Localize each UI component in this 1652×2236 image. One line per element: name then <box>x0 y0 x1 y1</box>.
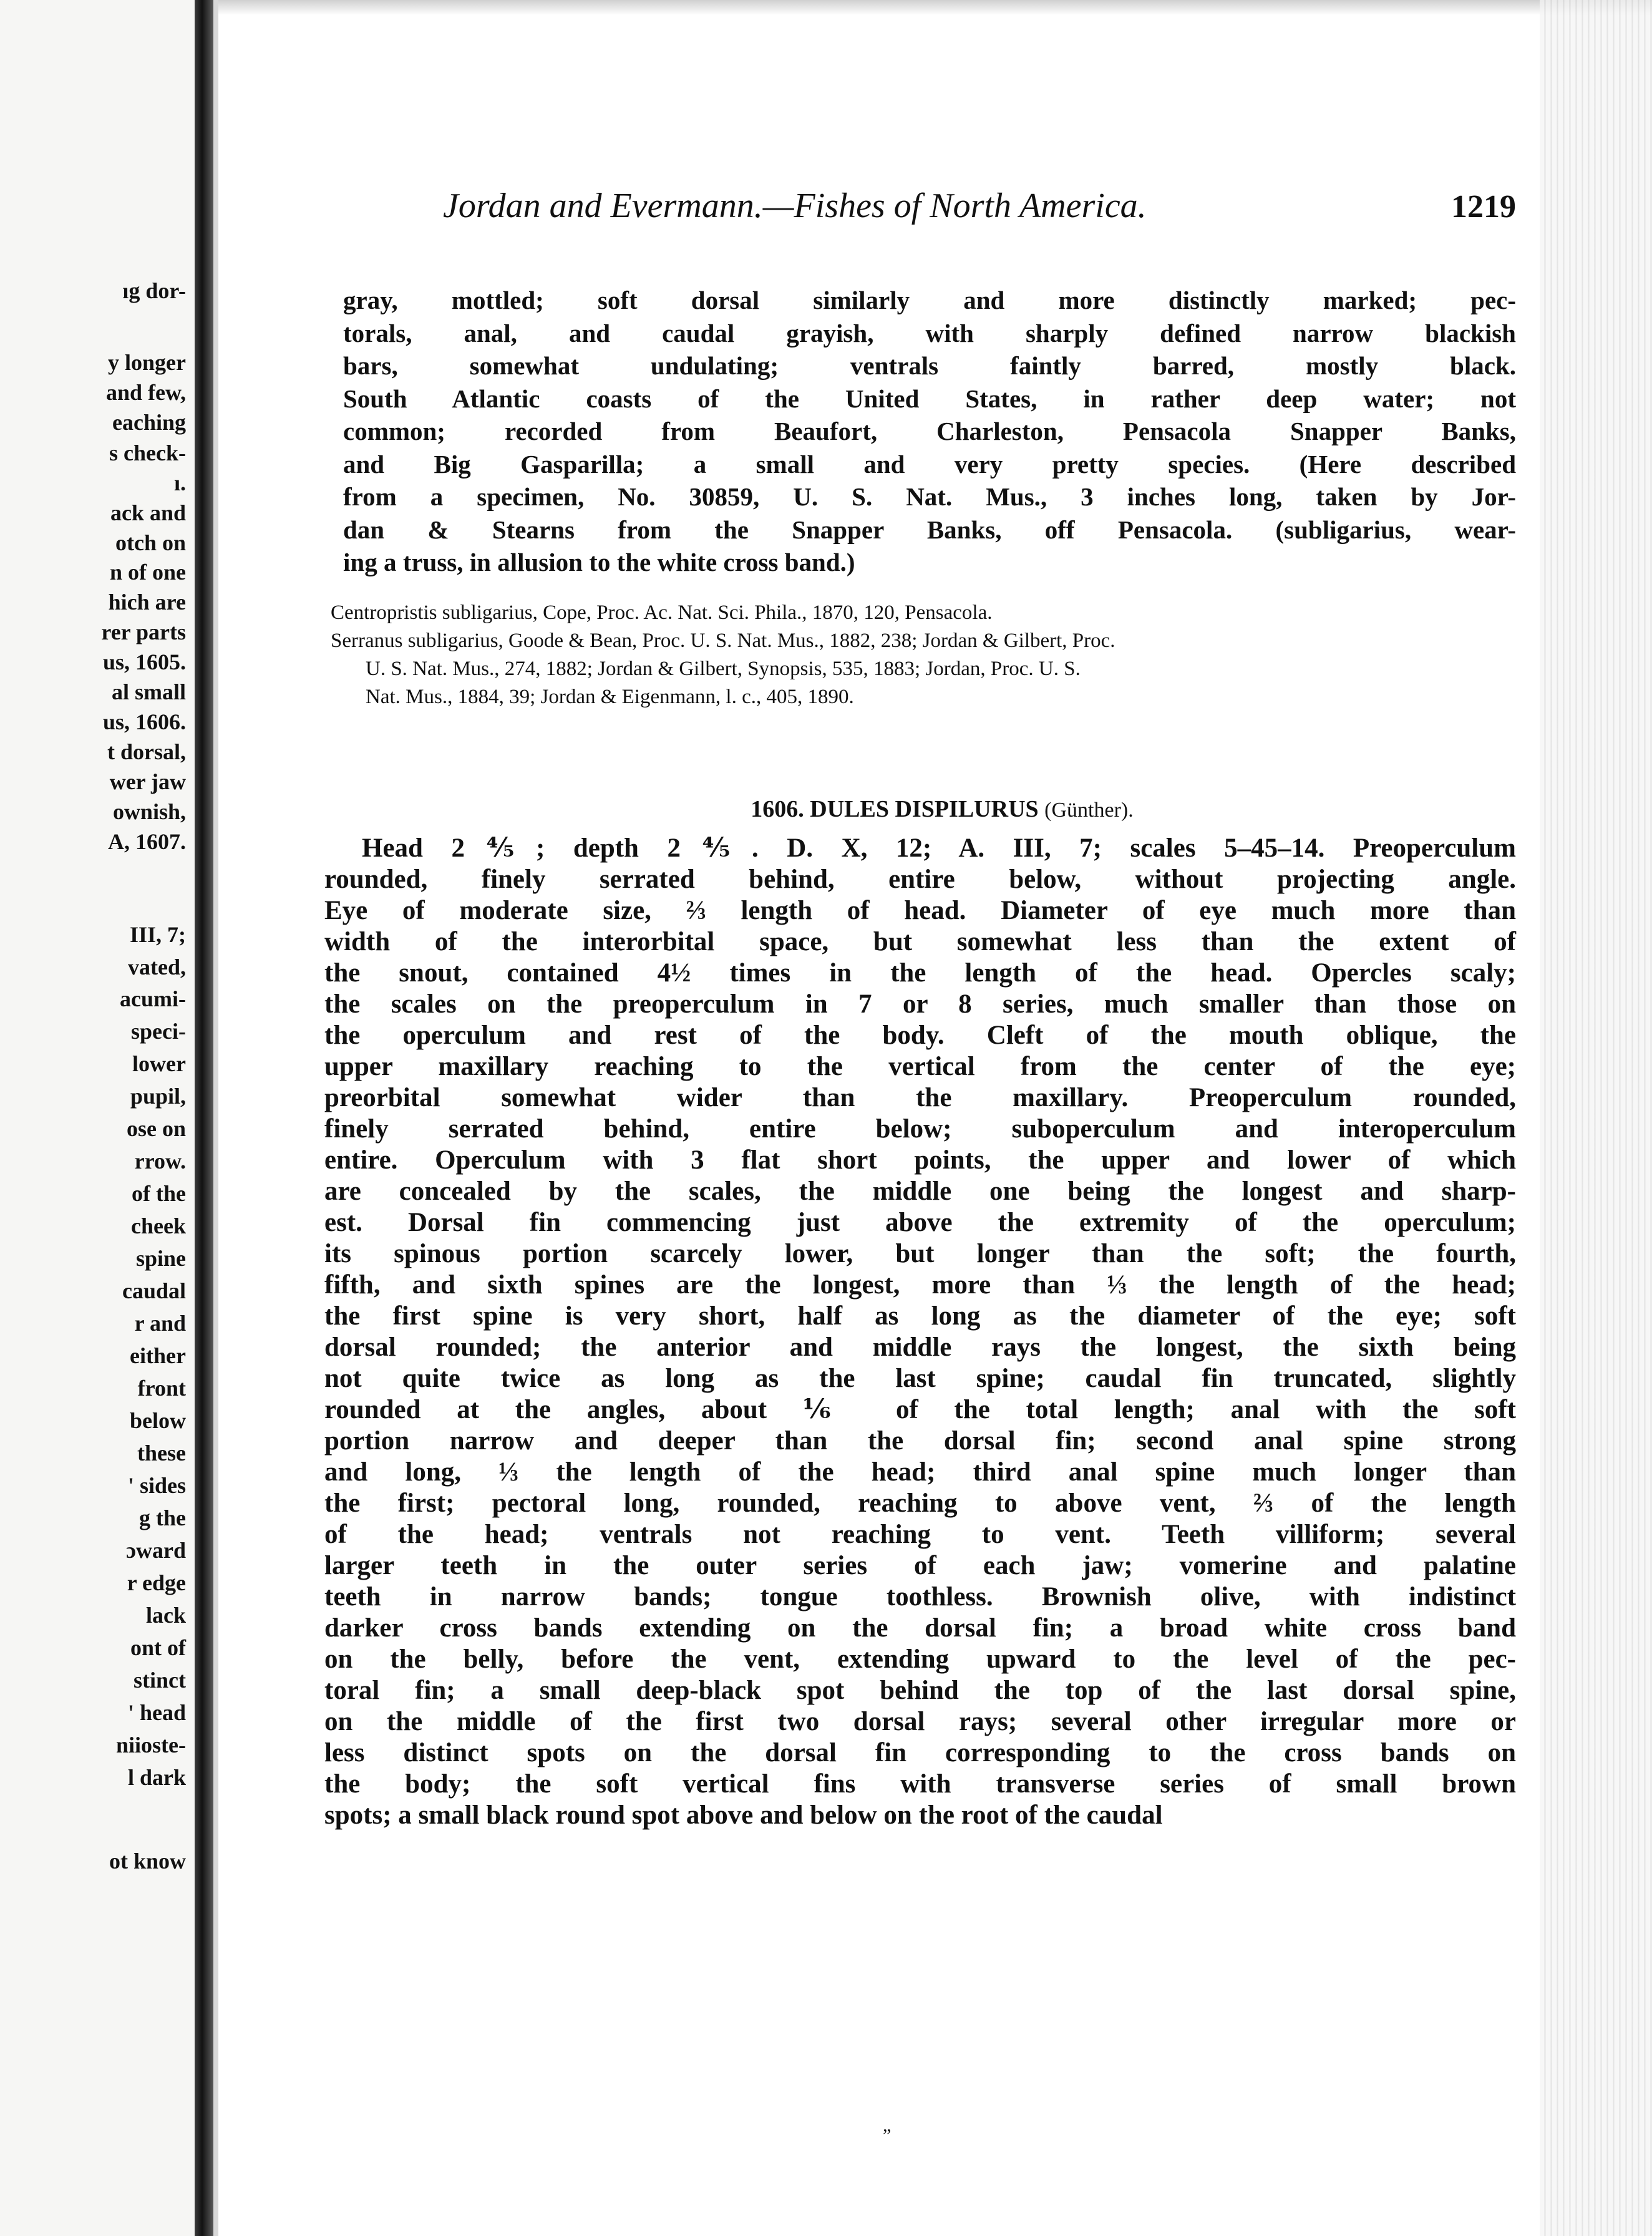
previous-page-line: l dark <box>127 1765 186 1790</box>
previous-page-line: y longer <box>108 350 186 375</box>
text-line: Head 2⅘; depth 2⅘. D. X, 12; A. III, 7; scales 5–45–14. Preoperculum <box>362 834 1516 863</box>
text-line: portion narrow and deeper than the dorsal fin; second anal spine strong <box>324 1426 1516 1456</box>
text-line: of the head; ventrals not reaching to vent. Teeth villiform; several <box>324 1520 1516 1549</box>
text-line: teeth in narrow bands; tongue toothless. Brownish olive, with indistinct <box>324 1582 1516 1611</box>
previous-page-line: otch on <box>115 530 186 555</box>
synonymy-references <box>331 599 1516 711</box>
text-line: its spinous portion scarcely lower, but longer than the soft; the fourth, <box>324 1239 1516 1268</box>
text-line: torals, anal, and caudal grayish, with sharply defined narrow blackish <box>343 318 1516 348</box>
previous-page-line: spine <box>135 1246 186 1271</box>
running-title: Jordan and Evermann.—Fishes of North America. <box>443 187 1147 225</box>
text-line: fifth, and sixth spines are the longest, more than ⅓ the length of the head; <box>324 1270 1516 1300</box>
previous-page-line: us, 1606. <box>102 709 186 734</box>
text-line: preorbital somewhat wider than the maxillary. Preoperculum rounded, <box>324 1083 1516 1112</box>
previous-page-line: wer jaw <box>109 769 186 794</box>
text-line: bars, somewhat undulating; ventrals faintly barred, mostly black. <box>343 351 1516 380</box>
previous-page-line: ıg dor- <box>122 278 186 303</box>
previous-page-line: r edge <box>127 1570 186 1595</box>
previous-page-line: lower <box>132 1051 186 1076</box>
page-number: 1219 <box>1451 189 1516 225</box>
continuation-paragraph <box>343 284 1516 579</box>
text-line: est. Dorsal fin commencing just above the extremity of the operculum; <box>324 1208 1516 1237</box>
reference-line: Centropristis subligarius, Cope, Proc. Ac. Nat. Sci. Phila., 1870, 120, Pensacola. <box>331 601 993 624</box>
text-line: on the middle of the first two dorsal rays; several other irregular more or <box>324 1707 1516 1736</box>
previous-page-line: and few, <box>105 380 186 405</box>
previous-page-line: ose on <box>126 1116 186 1141</box>
footer-mark: „ <box>883 2115 892 2136</box>
previous-page-line: A, 1607. <box>108 829 186 854</box>
text-line: toral fin; a small deep-black spot behind the top of the last dorsal spine, <box>324 1676 1516 1705</box>
previous-page-line: rrow. <box>134 1149 186 1174</box>
page-stack-edge <box>1540 0 1652 2236</box>
previous-page-line: front <box>137 1376 186 1401</box>
text-line: larger teeth in the outer series of each jaw; vomerine and palatine <box>324 1551 1516 1580</box>
text-line: width of the interorbital space, but somewhat less than the extent of <box>324 927 1516 956</box>
text-line: and Big Gasparilla; a small and very pretty species. (Here described <box>343 449 1516 479</box>
previous-page-line: ownish, <box>112 799 186 824</box>
species-heading <box>568 795 1316 823</box>
previous-page-line: ot know <box>109 1849 186 1874</box>
reference-line: Nat. Mus., 1884, 39; Jordan & Eigenmann, l. c., 405, 1890. <box>366 686 854 708</box>
text-line: on the belly, before the vent, extending upward to the level of the pec- <box>324 1645 1516 1674</box>
text-line: darker cross bands extending on the dorsal fin; a broad white cross band <box>324 1613 1516 1643</box>
previous-page-line: ı. <box>173 470 186 495</box>
text-line: ing a truss, in allusion to the white cross band.) <box>343 548 855 576</box>
previous-page-line: ɔward <box>126 1538 186 1563</box>
previous-page-line: r and <box>134 1311 186 1336</box>
text-line: South Atlantic coasts of the United States, in rather deep water; not <box>343 384 1516 413</box>
text-line: the first spine is very short, half as long as the diameter of the eye; soft <box>324 1301 1516 1331</box>
previous-page-line: us, 1605. <box>102 649 186 674</box>
previous-page-line: stinct <box>134 1668 186 1693</box>
previous-page-line: below <box>130 1408 186 1433</box>
previous-page-line: ack and <box>110 500 186 525</box>
previous-page-line: ' head <box>127 1700 186 1725</box>
text-line: are concealed by the scales, the middle one being the longest and sharp- <box>324 1177 1516 1206</box>
text-line: the operculum and rest of the body. Cleft of the mouth oblique, the <box>324 1021 1516 1050</box>
text-line: less distinct spots on the dorsal fin corresponding to the cross bands on <box>324 1738 1516 1767</box>
text-line: upper maxillary reaching to the vertical from the center of the eye; <box>324 1052 1516 1081</box>
previous-page-line: pupil, <box>130 1084 186 1109</box>
page-top-shadow <box>218 0 1652 15</box>
previous-page-line: these <box>137 1441 186 1466</box>
text-line: Eye of moderate size, ⅔ length of head. Diameter of eye much more than <box>324 896 1516 925</box>
previous-page-line: al small <box>111 679 186 704</box>
text-line: gray, mottled; soft dorsal similarly and more distinctly marked; pec- <box>343 286 1516 314</box>
text-line: rounded, finely serrated behind, entire below, without projecting angle. <box>324 865 1516 894</box>
previous-page-line: n of one <box>109 560 186 585</box>
previous-page-line: III, 7; <box>129 922 186 947</box>
text-line: finely serrated behind, entire below; suboperculum and interoperculum <box>324 1114 1516 1144</box>
previous-page-line: s check- <box>109 440 186 465</box>
species-author: (Günther). <box>1044 799 1134 822</box>
text-line: common; recorded from Beaufort, Charleston, Pensacola Snapper Banks, <box>343 417 1516 445</box>
previous-page-line: t dorsal, <box>107 739 186 764</box>
previous-page-sliver <box>0 0 206 2236</box>
text-line: the scales on the preoperculum in 7 or 8 series, much smaller than those on <box>324 989 1516 1019</box>
text-line: dan & Stearns from the Snapper Banks, off Pensacola. (subligarius, wear- <box>343 515 1516 544</box>
previous-page-line: rer parts <box>101 620 186 644</box>
previous-page-line: caudal <box>122 1278 186 1303</box>
previous-page-line: g the <box>139 1505 186 1530</box>
text-line: spots; a small black round spot above and below on the root of the caudal <box>324 1801 1163 1830</box>
text-line: dorsal rounded; the anterior and middle rays the longest, the sixth being <box>324 1333 1516 1362</box>
previous-page-line: cheek <box>131 1213 186 1238</box>
text-line: and long, ⅓ the length of the head; third anal spine much longer than <box>324 1457 1516 1487</box>
text-line: the first; pectoral long, rounded, reaching to above vent, ⅔ of the length <box>324 1489 1516 1518</box>
previous-page-line: acumi- <box>120 986 186 1011</box>
previous-page-line: hich are <box>108 590 186 615</box>
previous-page-line: niioste- <box>116 1733 186 1757</box>
species-number-name: 1606. DULES DISPILURUS <box>751 796 1039 822</box>
previous-page-line: lack <box>145 1603 186 1628</box>
text-line: not quite twice as long as the last spine; caudal fin truncated, slightly <box>324 1364 1516 1393</box>
text-line: from a specimen, No. 30859, U. S. Nat. Mus., 3 inches long, taken by Jor- <box>343 482 1516 511</box>
previous-page-line: either <box>130 1343 186 1368</box>
text-line: the body; the soft vertical fins with transverse series of small brown <box>324 1769 1516 1799</box>
species-description <box>324 833 1516 1831</box>
book-page <box>218 0 1652 2236</box>
previous-page-line: speci- <box>131 1019 186 1044</box>
previous-page-line: eaching <box>112 410 186 435</box>
reference-line: U. S. Nat. Mus., 274, 1882; Jordan & Gilbert, Synopsis, 535, 1883; Jordan, Proc. U. S. <box>366 658 1081 680</box>
previous-page-line: ont of <box>130 1635 186 1660</box>
text-line: rounded at the angles, about ⅙ of the total length; anal with the soft <box>324 1395 1516 1424</box>
book-gutter <box>195 0 213 2236</box>
page-header <box>443 186 1516 242</box>
text-line: entire. Operculum with 3 flat short points, the upper and lower of which <box>324 1145 1516 1175</box>
previous-page-line: vated, <box>128 955 186 979</box>
previous-page-line: ' sides <box>127 1473 186 1498</box>
reference-line: Serranus subligarius, Goode & Bean, Proc. U. S. Nat. Mus., 1882, 238; Jordan & Gilbert, Proc. <box>331 629 1115 652</box>
gutter-edge <box>213 0 218 2236</box>
previous-page-line: of the <box>132 1181 186 1206</box>
text-line: the snout, contained 4½ times in the length of the head. Opercles scaly; <box>324 958 1516 988</box>
